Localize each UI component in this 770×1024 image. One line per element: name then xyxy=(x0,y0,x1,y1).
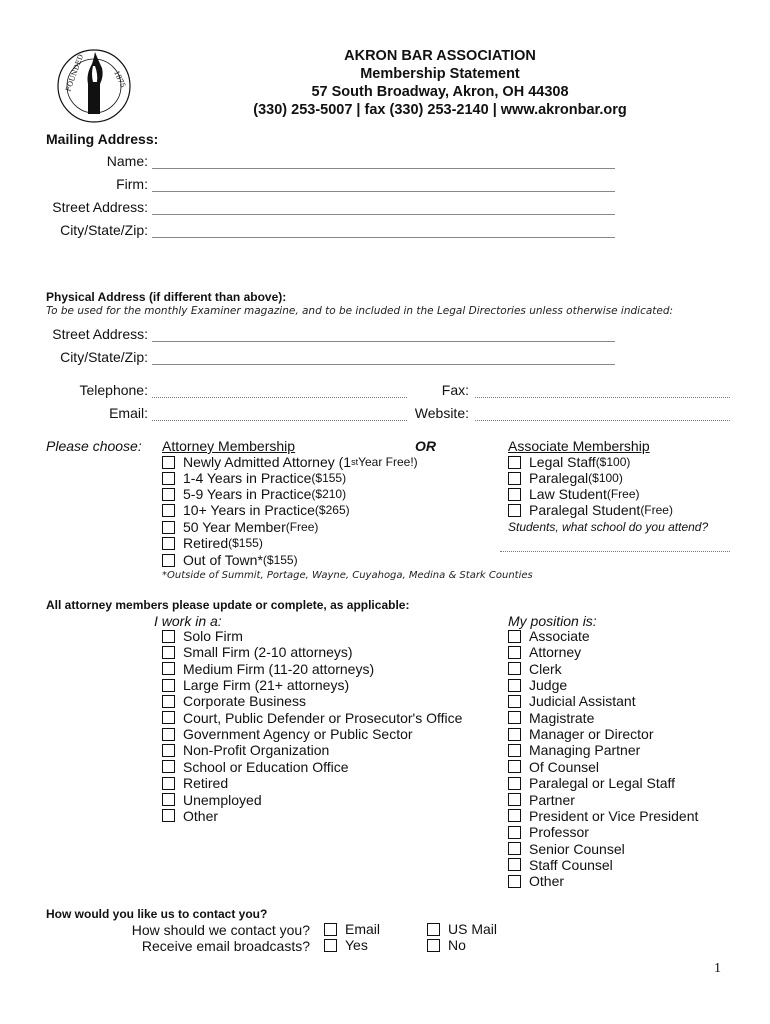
please-choose-label: Please choose: xyxy=(46,438,142,454)
checkbox[interactable] xyxy=(162,809,175,822)
option-label: Paralegal or Legal Staff xyxy=(529,775,676,792)
position-option[interactable] xyxy=(508,742,640,758)
attorney-option-out-of-town[interactable] xyxy=(162,552,298,568)
option-label: Corporate Business xyxy=(183,693,306,710)
option-label: Associate xyxy=(529,628,590,644)
org-contact: (330) 253-5007 | fax (330) 253-2140 | www.akronbar.org xyxy=(253,102,627,118)
work-option[interactable] xyxy=(162,677,349,693)
work-option[interactable] xyxy=(162,742,329,758)
option-label: Attorney xyxy=(529,644,582,661)
option-label: Retired xyxy=(183,535,229,551)
option-label: Newly Admitted Attorney (1 xyxy=(183,454,352,470)
svg-text:1875: 1875 xyxy=(112,69,127,90)
telephone-label: Telephone: xyxy=(79,382,148,398)
svg-text:FOUNDED: FOUNDED xyxy=(64,53,86,93)
work-option[interactable] xyxy=(162,808,218,824)
physical-note: To be used for the monthly Examiner magazine, and to be included in the Legal Directories unless otherwise indicated: xyxy=(46,305,674,317)
position-option[interactable] xyxy=(508,710,594,726)
option-label: 5-9 Years in Practice xyxy=(183,486,312,502)
checkbox[interactable] xyxy=(324,939,337,952)
option-label: Non-Profit Organization xyxy=(183,742,330,759)
option-price: ($155) xyxy=(311,471,347,485)
option-price: ($155) xyxy=(228,536,263,550)
contact-method-question: How should we contact you? xyxy=(131,922,310,938)
option-label: 50 Year Member xyxy=(183,519,286,535)
work-option[interactable] xyxy=(162,661,374,677)
option-label: Other xyxy=(529,873,565,890)
telephone-field[interactable] xyxy=(152,397,407,398)
option-label: Email xyxy=(345,921,381,937)
option-label: Government Agency or Public Sector xyxy=(183,726,413,743)
option-label: Small Firm (2-10 attorneys) xyxy=(183,644,353,661)
option-label: Professor xyxy=(529,824,589,841)
option-label: Paralegal xyxy=(529,470,589,486)
option-price: ($210) xyxy=(311,487,347,501)
checkbox[interactable] xyxy=(508,809,521,822)
org-address: 57 South Broadway, Akron, OH 44308 xyxy=(311,84,569,100)
option-label: Manager or Director xyxy=(529,726,654,743)
street-field[interactable] xyxy=(152,214,615,215)
work-option[interactable] xyxy=(162,628,243,644)
attorney-option-retired[interactable] xyxy=(162,535,263,551)
checkbox[interactable] xyxy=(508,630,521,643)
option-label: 10+ Years in Practice xyxy=(183,502,315,518)
broadcast-question: Receive email broadcasts? xyxy=(141,938,310,954)
option-price: ($100) xyxy=(595,455,631,469)
checkbox[interactable] xyxy=(162,504,175,517)
work-heading: I work in a: xyxy=(154,613,222,629)
attorney-membership-heading: Attorney Membership xyxy=(162,438,296,454)
position-option[interactable] xyxy=(508,628,590,644)
checkbox[interactable] xyxy=(162,630,175,643)
school-question: Students, what school do you attend? xyxy=(508,520,709,534)
street-label: Street Address: xyxy=(52,199,148,215)
position-option[interactable] xyxy=(508,857,613,873)
position-option[interactable] xyxy=(508,661,562,677)
school-field[interactable] xyxy=(500,551,730,552)
option-price: ($155) xyxy=(262,553,298,567)
option-label: Staff Counsel xyxy=(529,856,613,873)
checkbox[interactable] xyxy=(162,679,175,692)
website-label: Website: xyxy=(414,405,469,421)
checkbox[interactable] xyxy=(508,826,521,839)
checkbox[interactable] xyxy=(162,472,175,485)
option-label: 1-4 Years in Practice xyxy=(183,470,312,486)
work-option[interactable] xyxy=(162,726,413,742)
option-label: Law Student xyxy=(529,486,607,502)
email-field[interactable] xyxy=(152,420,407,421)
work-option[interactable] xyxy=(162,759,349,775)
city-label: City/State/Zip: xyxy=(60,222,148,238)
attorney-option-10-plus[interactable] xyxy=(162,502,350,518)
option-label: Court, Public Defender or Prosecutor's Office xyxy=(183,709,463,726)
work-option[interactable] xyxy=(162,792,262,808)
position-option[interactable] xyxy=(508,824,589,840)
associate-membership-heading: Associate Membership xyxy=(508,438,650,454)
checkbox[interactable] xyxy=(508,777,521,790)
checkbox[interactable] xyxy=(162,646,175,659)
attorney-option-newly-admitted[interactable] xyxy=(162,454,418,470)
checkbox[interactable] xyxy=(162,760,175,773)
form-title: Membership Statement xyxy=(360,66,520,82)
attorney-option-5-9[interactable] xyxy=(162,486,346,502)
option-label: Of Counsel xyxy=(529,758,600,775)
option-label: Other xyxy=(183,807,219,824)
associate-option-legal-staff[interactable] xyxy=(508,454,630,470)
option-label: Large Firm (21+ attorneys) xyxy=(183,677,350,694)
position-option[interactable] xyxy=(508,644,581,660)
physical-city-field[interactable] xyxy=(152,364,615,365)
physical-street-field[interactable] xyxy=(152,341,615,342)
option-price: ($265) xyxy=(314,503,350,517)
physical-street-label: Street Address: xyxy=(52,326,148,342)
checkbox[interactable] xyxy=(508,842,521,855)
checkbox[interactable] xyxy=(508,875,521,888)
option-label: President or Vice President xyxy=(529,807,699,824)
firm-field[interactable] xyxy=(152,191,615,192)
checkbox[interactable] xyxy=(162,695,175,708)
checkbox[interactable] xyxy=(508,488,521,501)
physical-heading: Physical Address (if different than above): xyxy=(46,290,287,304)
website-field[interactable] xyxy=(475,420,730,421)
checkbox[interactable] xyxy=(162,521,175,534)
broadcast-no-option[interactable] xyxy=(427,937,466,953)
org-title: AKRON BAR ASSOCIATION xyxy=(344,48,536,64)
option-label: Paralegal Student xyxy=(529,502,641,518)
checkbox[interactable] xyxy=(324,923,337,936)
option-label: Medium Firm (11-20 attorneys) xyxy=(183,660,375,677)
checkbox[interactable] xyxy=(162,711,175,724)
option-sup: st xyxy=(351,457,359,467)
option-label: Retired xyxy=(183,775,229,792)
position-option[interactable] xyxy=(508,792,575,808)
attorney-option-50-year[interactable] xyxy=(162,519,318,535)
option-price: (Free) xyxy=(640,503,673,517)
option-label: Judicial Assistant xyxy=(529,693,636,710)
page-number: 1 xyxy=(714,961,721,976)
physical-city-label: City/State/Zip: xyxy=(60,349,148,365)
position-option[interactable] xyxy=(508,873,564,889)
checkbox[interactable] xyxy=(508,472,521,485)
checkbox[interactable] xyxy=(162,456,175,469)
broadcast-yes-option[interactable] xyxy=(324,937,368,953)
checkbox[interactable] xyxy=(162,793,175,806)
out-of-town-note: *Outside of Summit, Portage, Wayne, Cuyahoga, Medina & Stark Counties xyxy=(162,570,533,581)
checkbox[interactable] xyxy=(508,662,521,675)
option-label: Yes xyxy=(345,937,368,953)
checkbox[interactable] xyxy=(162,744,175,757)
position-option[interactable] xyxy=(508,677,567,693)
update-heading: All attorney members please update or complete, as applicable: xyxy=(46,598,410,612)
option-label: Partner xyxy=(529,791,575,808)
position-option[interactable] xyxy=(508,775,675,791)
option-label: Managing Partner xyxy=(529,742,641,759)
work-option[interactable] xyxy=(162,710,462,726)
checkbox[interactable] xyxy=(508,711,521,724)
position-option[interactable] xyxy=(508,726,654,742)
position-option[interactable] xyxy=(508,841,625,857)
firm-label: Firm: xyxy=(116,176,148,192)
option-price: (Free) xyxy=(285,520,319,534)
position-option[interactable] xyxy=(508,808,698,824)
contact-pref-heading: How would you like us to contact you? xyxy=(46,907,268,921)
city-field[interactable] xyxy=(152,237,615,238)
option-label: No xyxy=(448,937,466,953)
work-option[interactable] xyxy=(162,693,306,709)
option-label: Unemployed xyxy=(183,791,262,808)
option-price: ($100) xyxy=(588,471,623,485)
option-label: Legal Staff xyxy=(529,454,596,470)
checkbox[interactable] xyxy=(508,695,521,708)
checkbox[interactable] xyxy=(508,858,521,871)
name-field[interactable] xyxy=(152,168,615,169)
mailing-heading: Mailing Address: xyxy=(46,131,159,147)
or-label: OR xyxy=(415,438,436,454)
checkbox[interactable] xyxy=(162,728,175,741)
position-heading: My position is: xyxy=(508,613,597,629)
checkbox[interactable] xyxy=(508,504,521,517)
name-label: Name: xyxy=(106,153,148,169)
checkbox[interactable] xyxy=(508,744,521,757)
checkbox[interactable] xyxy=(162,488,175,501)
checkbox[interactable] xyxy=(508,728,521,741)
position-option[interactable] xyxy=(508,759,599,775)
option-label: Senior Counsel xyxy=(529,840,625,857)
option-rest: Year Free!) xyxy=(358,455,418,469)
work-option[interactable] xyxy=(162,644,353,660)
option-label: Magistrate xyxy=(529,709,595,726)
email-label: Email: xyxy=(109,405,148,421)
fax-label: Fax: xyxy=(441,382,469,398)
option-label: Solo Firm xyxy=(183,628,243,644)
checkbox[interactable] xyxy=(162,662,175,675)
checkbox[interactable] xyxy=(427,939,440,952)
associate-option-paralegal-student[interactable] xyxy=(508,502,673,518)
option-label: Judge xyxy=(529,677,568,694)
attorney-option-1-4[interactable] xyxy=(162,470,346,486)
checkbox[interactable] xyxy=(162,537,175,550)
associate-option-law-student[interactable] xyxy=(508,486,640,502)
checkbox[interactable] xyxy=(508,456,521,469)
checkbox[interactable] xyxy=(508,793,521,806)
work-option[interactable] xyxy=(162,775,228,791)
checkbox[interactable] xyxy=(508,646,521,659)
option-label: Out of Town* xyxy=(183,552,263,568)
checkbox[interactable] xyxy=(162,777,175,790)
checkbox[interactable] xyxy=(162,554,175,567)
fax-field[interactable] xyxy=(475,397,730,398)
position-option[interactable] xyxy=(508,693,636,709)
associate-option-paralegal[interactable] xyxy=(508,470,623,486)
contact-email-option[interactable] xyxy=(324,921,380,937)
checkbox[interactable] xyxy=(427,923,440,936)
option-label: School or Education Office xyxy=(183,758,349,775)
checkbox[interactable] xyxy=(508,760,521,773)
checkbox[interactable] xyxy=(508,679,521,692)
option-label: US Mail xyxy=(448,921,498,937)
contact-mail-option[interactable] xyxy=(427,921,497,937)
option-price: (Free) xyxy=(606,487,640,501)
option-label: Clerk xyxy=(529,660,562,677)
